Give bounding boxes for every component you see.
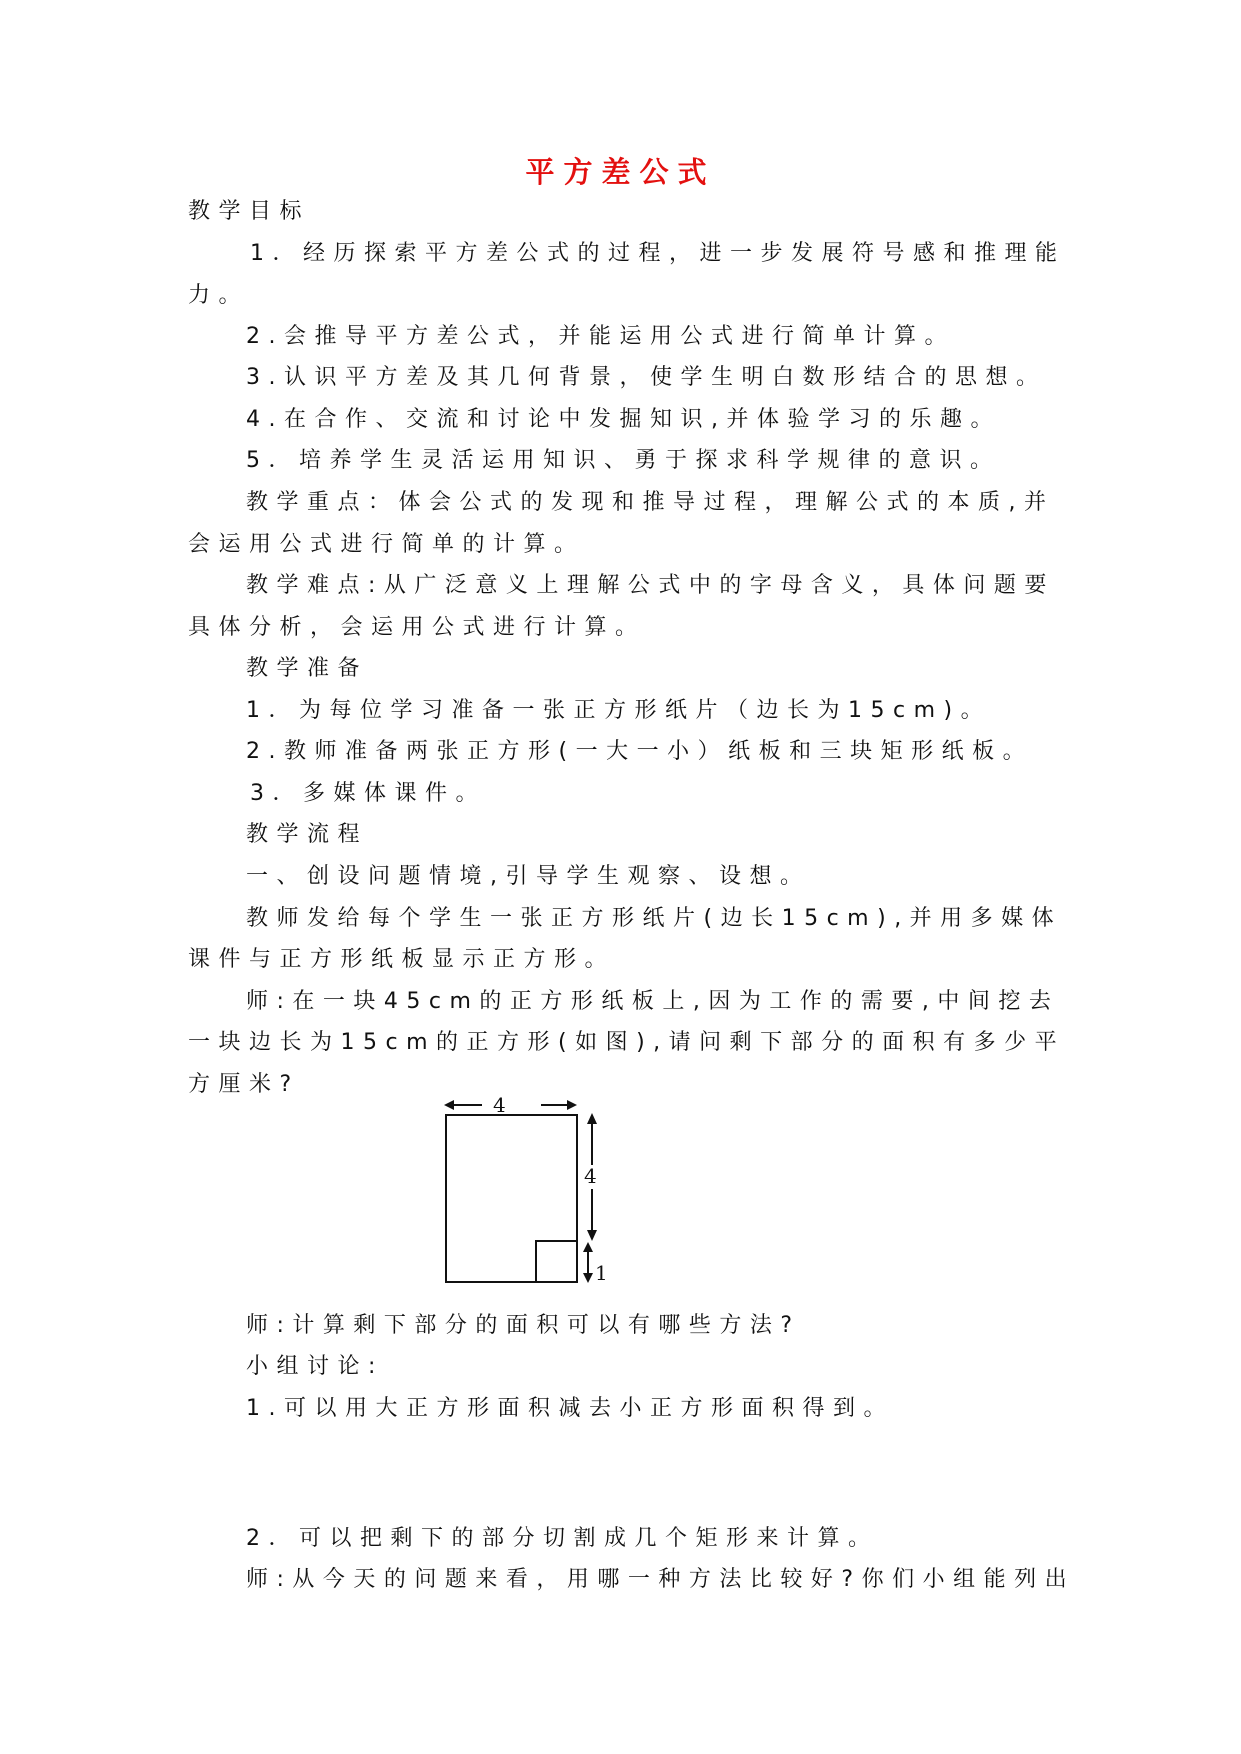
objective-1-line-2: 力。 [188,283,250,308]
top-dimension-label: 4 [493,1095,506,1117]
process-paragraph-2-line-2: 一块边长为15cm的正方形(如图),请问剩下部分的面积有多少平 [188,1030,1066,1055]
objectives-heading: 教学目标 [188,199,311,224]
small-dimension-arrow [583,1242,593,1283]
process-paragraph-2-line-3: 方厘米? [188,1072,300,1097]
small-dimension-label: 1 [595,1261,608,1285]
process-heading: 教学流程 [246,822,369,847]
key-points-line-2: 会运用公式进行简单的计算。 [188,532,585,557]
page-title: 平方差公式 [525,155,716,189]
preparation-item-3: 3．多媒体课件。 [250,781,486,806]
objective-3: 3.认识平方差及其几何背景，使学生明白数形结合的思想。 [246,365,1047,390]
objective-2: 2.会推导平方差公式，并能运用公式进行简单计算。 [246,324,955,349]
preparation-item-2: 2.教师准备两张正方形(一大一小）纸板和三块矩形纸板。 [246,739,1034,764]
process-paragraph-2-line-1: 师:在一块45cm的正方形纸板上,因为工作的需要,中间挖去 [246,989,1060,1014]
difficulties-line-1: 教学难点:从广泛意义上理解公式中的字母含义，具体问题要 [246,573,1055,598]
side-dimension-label: 4 [584,1164,597,1188]
key-points-line-1: 教学重点：体会公式的发现和推导过程，理解公式的本质,并 [246,490,1055,515]
group-discussion-label: 小组讨论: [246,1354,384,1379]
objective-5: 5．培养学生灵活运用知识、勇于探求科学规律的意识。 [246,448,1001,473]
preparation-item-1: 1．为每位学习准备一张正方形纸片（边长为15cm)。 [246,698,992,723]
teacher-followup: 师:从今天的问题来看，用哪一种方法比较好?你们小组能列出 [246,1567,1076,1592]
method-2: 2．可以把剩下的部分切割成几个矩形来计算。 [246,1526,879,1551]
process-step-1: 一、创设问题情境,引导学生观察、设想。 [246,864,811,889]
objective-1-line-1: 1．经历探索平方差公式的过程，进一步发展符号感和推理能 [250,241,1066,266]
square-diagram [440,1095,630,1295]
large-square [446,1115,577,1282]
top-dimension-arrow [444,1100,577,1110]
method-1: 1.可以用大正方形面积减去小正方形面积得到。 [246,1396,894,1421]
process-paragraph-1-line-1: 教师发给每个学生一张正方形纸片(边长15cm),并用多媒体 [246,906,1063,931]
preparation-heading: 教学准备 [246,656,369,681]
small-square [536,1241,577,1282]
process-paragraph-1-line-2: 课件与正方形纸板显示正方形。 [188,947,616,972]
objective-4: 4.在合作、交流和讨论中发掘知识,并体验学习的乐趣。 [246,407,1001,432]
discussion-question: 师:计算剩下部分的面积可以有哪些方法? [246,1313,801,1338]
difficulties-line-2: 具体分析，会运用公式进行计算。 [188,615,646,640]
